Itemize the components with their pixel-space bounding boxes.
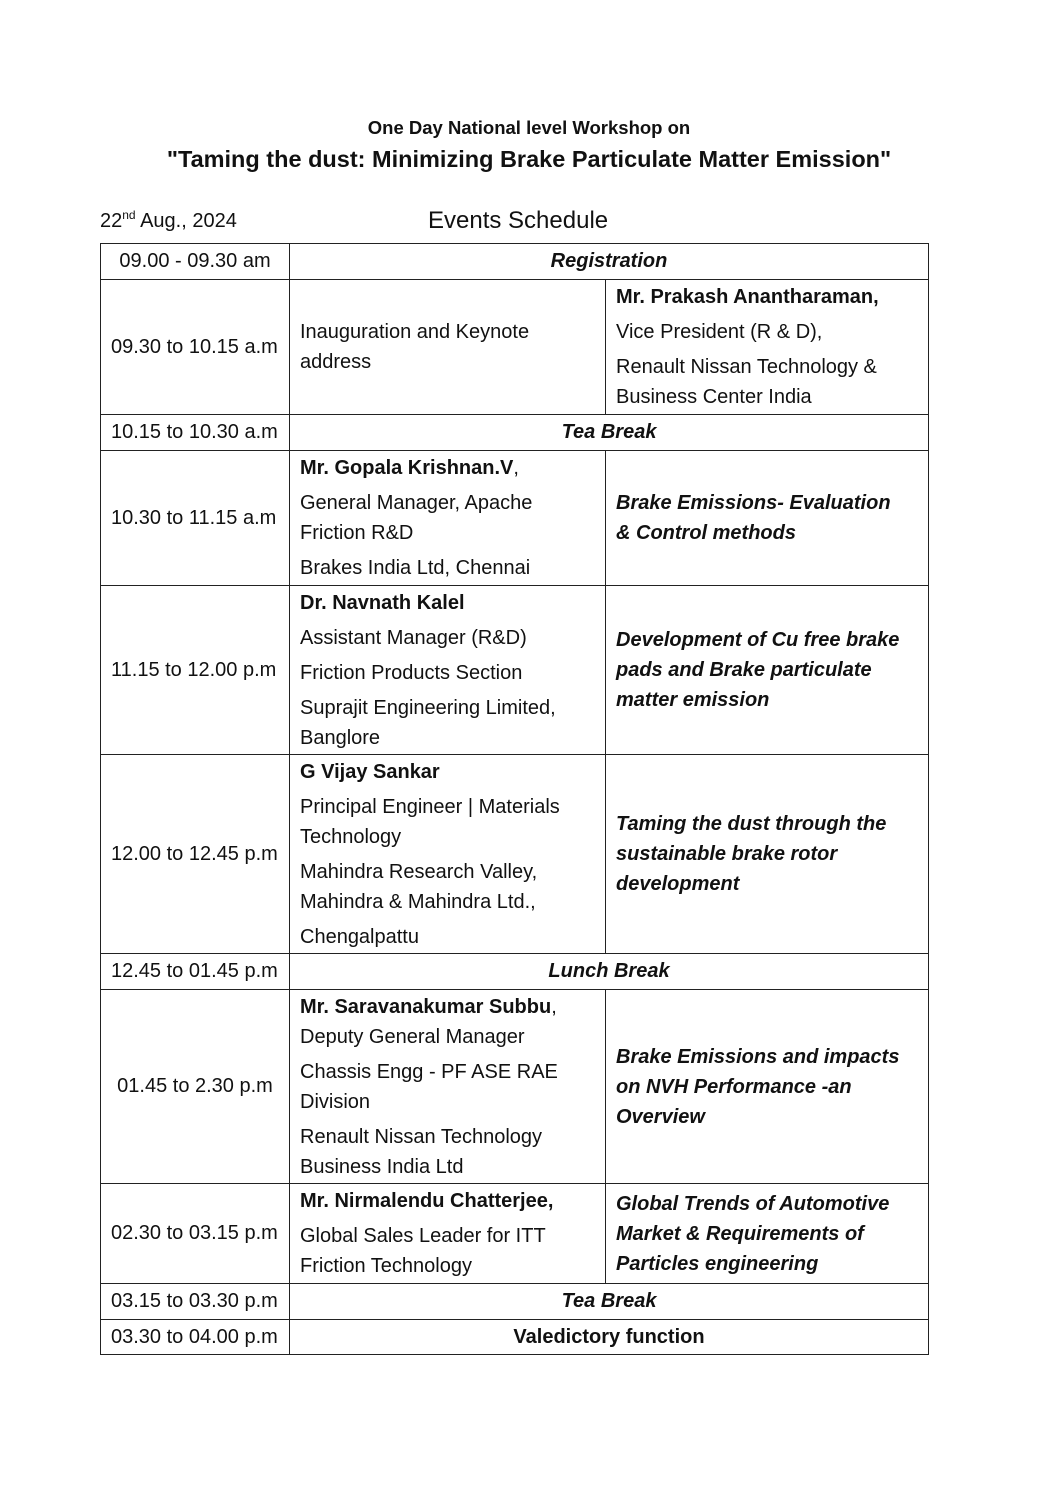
topic-line: pads and Brake particulate bbox=[616, 659, 872, 681]
time-cell: 09.00 - 09.30 am bbox=[101, 244, 290, 280]
speaker-name-suffix: , bbox=[513, 457, 519, 479]
speaker-name: Mr. Nirmalendu Chatterjee, bbox=[300, 1190, 554, 1212]
time-cell: 02.30 to 03.15 p.m bbox=[101, 1184, 290, 1284]
speaker-role: Friction R&D bbox=[300, 522, 414, 544]
speaker-cell bbox=[290, 1184, 606, 1284]
speaker-org: Mahindra & Mahindra Ltd., bbox=[300, 890, 536, 913]
topic-cell bbox=[606, 586, 929, 755]
schedule-row-session bbox=[101, 586, 929, 755]
speaker-role: General Manager, Apache bbox=[300, 492, 533, 514]
time-cell: 12.45 to 01.45 p.m bbox=[101, 954, 290, 990]
date-month-year: Aug., 2024 bbox=[135, 210, 237, 232]
speaker-role: Assistant Manager (R&D) bbox=[300, 626, 527, 649]
topic-line: on NVH Performance -an bbox=[616, 1075, 852, 1098]
topic-line: Global Trends of Automotive bbox=[616, 1192, 890, 1215]
event-cell: Valedictory function bbox=[290, 1320, 929, 1355]
speaker-org: Chengalpattu bbox=[300, 925, 419, 948]
topic-cell bbox=[606, 451, 929, 586]
event-line: Inauguration and Keynote bbox=[300, 321, 530, 343]
schedule-row-valedictory bbox=[101, 1320, 929, 1355]
speaker-name bbox=[300, 992, 595, 1022]
speaker-org: Renault Nissan Technology bbox=[300, 1125, 543, 1148]
event-cell: Tea Break bbox=[290, 415, 929, 451]
topic-cell bbox=[606, 1184, 929, 1284]
schedule-row-tea-break bbox=[101, 415, 929, 451]
time-cell: 09.30 to 10.15 a.m bbox=[101, 280, 290, 415]
schedule-row-tea-break bbox=[101, 1284, 929, 1320]
speaker-org: Brakes India Ltd, Chennai bbox=[300, 557, 531, 579]
schedule-heading: Events Schedule bbox=[428, 207, 609, 234]
speaker-name: Mr. Prakash Anantharaman, bbox=[616, 286, 879, 308]
speaker-name-text: Mr. Saravanakumar Subbu bbox=[300, 995, 552, 1018]
speaker-cell bbox=[290, 586, 606, 755]
schedule-row-session bbox=[101, 990, 929, 1184]
schedule-row-inauguration bbox=[101, 280, 929, 415]
speaker-cell bbox=[290, 451, 606, 586]
topic-line: Brake Emissions- Evaluation bbox=[616, 492, 891, 514]
event-cell bbox=[290, 280, 606, 415]
speaker-dept: Division bbox=[300, 1090, 371, 1113]
speaker-name bbox=[300, 453, 595, 483]
speaker-role: Global Sales Leader for ITT bbox=[300, 1225, 546, 1247]
time-cell: 03.15 to 03.30 p.m bbox=[101, 1284, 290, 1320]
workshop-title: "Taming the dust: Minimizing Brake Particulate Matter Emission" bbox=[166, 146, 892, 172]
date-day: 22 bbox=[100, 210, 123, 232]
time-cell: 11.15 to 12.00 p.m bbox=[101, 586, 290, 755]
speaker-cell bbox=[290, 755, 606, 954]
schedule-row-session bbox=[101, 451, 929, 586]
time-cell: 01.45 to 2.30 p.m bbox=[101, 990, 290, 1184]
events-schedule-table bbox=[100, 243, 929, 1355]
speaker-org: Banglore bbox=[300, 726, 381, 749]
schedule-row-session bbox=[101, 1184, 929, 1284]
event-cell: Lunch Break bbox=[290, 954, 929, 990]
topic-line: Taming the dust through the bbox=[616, 813, 887, 835]
time-cell: 10.30 to 11.15 a.m bbox=[101, 451, 290, 586]
time-cell: 12.00 to 12.45 p.m bbox=[101, 755, 290, 954]
speaker-role: Deputy General Manager bbox=[300, 1025, 525, 1048]
topic-line: Brake Emissions and impacts bbox=[616, 1045, 900, 1068]
event-cell: Registration bbox=[290, 244, 929, 280]
speaker-org: Business India Ltd bbox=[300, 1155, 464, 1178]
speaker-dept: Friction Products Section bbox=[300, 661, 523, 684]
speaker-cell bbox=[606, 280, 929, 415]
event-date bbox=[100, 210, 237, 233]
speaker-dept: Chassis Engg - PF ASE RAE bbox=[300, 1060, 558, 1083]
topic-line: sustainable brake rotor bbox=[616, 843, 838, 865]
speaker-name: G Vijay Sankar bbox=[300, 760, 440, 783]
topic-cell bbox=[606, 755, 929, 954]
schedule-row-lunch-break bbox=[101, 954, 929, 990]
event-line: address bbox=[300, 351, 372, 373]
speaker-role: Friction Technology bbox=[300, 1255, 472, 1277]
topic-line: matter emission bbox=[616, 689, 770, 711]
time-cell: 10.15 to 10.30 a.m bbox=[101, 415, 290, 451]
date-suffix: nd bbox=[122, 208, 136, 222]
speaker-org: Suprajit Engineering Limited, bbox=[300, 696, 556, 719]
topic-line: & Control methods bbox=[616, 522, 796, 544]
schedule-row-registration bbox=[101, 244, 929, 280]
topic-line: Development of Cu free brake bbox=[616, 629, 900, 651]
topic-line: Market & Requirements of bbox=[616, 1222, 864, 1245]
time-cell: 03.30 to 04.00 p.m bbox=[101, 1320, 290, 1355]
speaker-cell bbox=[290, 990, 606, 1184]
speaker-org: Business Center India bbox=[616, 386, 812, 408]
speaker-role: Technology bbox=[300, 825, 402, 848]
workshop-subtitle: One Day National level Workshop on bbox=[367, 117, 691, 138]
topic-line: development bbox=[616, 873, 740, 895]
event-cell: Tea Break bbox=[290, 1284, 929, 1320]
speaker-name-text: Mr. Gopala Krishnan.V bbox=[300, 457, 514, 479]
speaker-name-suffix: , bbox=[551, 995, 557, 1018]
topic-line: Overview bbox=[616, 1105, 705, 1128]
speaker-role: Principal Engineer | Materials bbox=[300, 795, 560, 818]
speaker-name: Dr. Navnath Kalel bbox=[300, 591, 465, 614]
topic-line: Particles engineering bbox=[616, 1252, 819, 1275]
speaker-org: Renault Nissan Technology & bbox=[616, 356, 877, 378]
speaker-role: Vice President (R & D), bbox=[616, 321, 823, 343]
speaker-org: Mahindra Research Valley, bbox=[300, 860, 538, 883]
schedule-row-session bbox=[101, 755, 929, 954]
topic-cell bbox=[606, 990, 929, 1184]
